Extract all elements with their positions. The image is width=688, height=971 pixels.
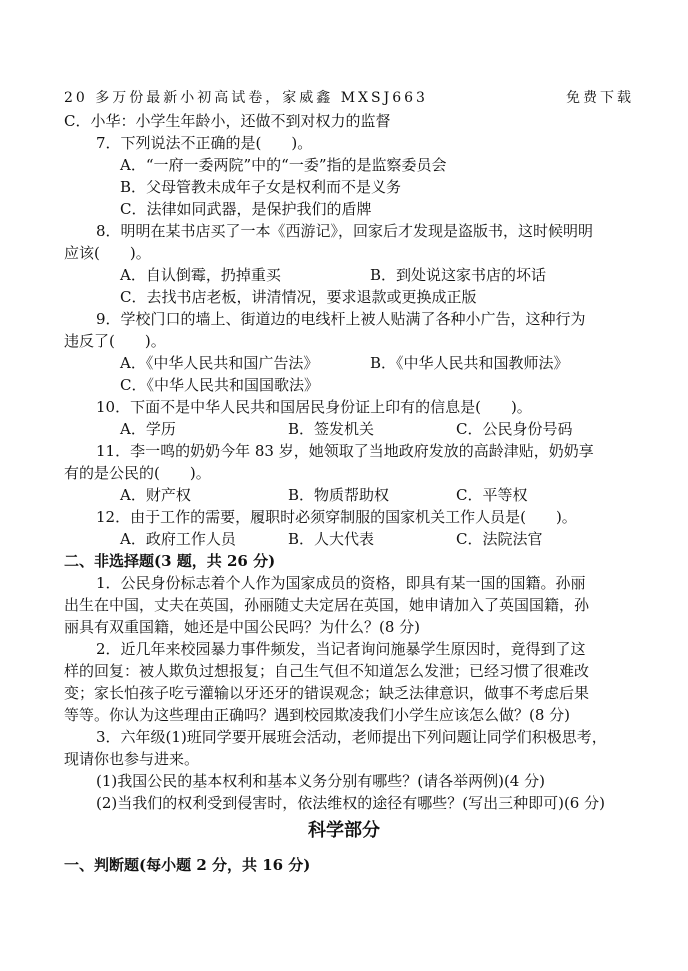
essay-question-1-cont: 丽具有双重国籍，她还是中国公民吗？为什么？(8 分) bbox=[64, 618, 421, 636]
question-8: 8．明明在某书店买了一本《西游记》，回家后才发现是盗版书，这时候明明 bbox=[96, 222, 594, 240]
question-10: 10．下面不是中华人民共和国居民身份证上印有的信息是( )。 bbox=[96, 398, 532, 416]
essay-question-1: 1．公民身份标志着个人作为国家成员的资格，即具有某一国的国籍。孙丽 bbox=[96, 574, 586, 592]
option-b: B．《中华人民共和国教师法》 bbox=[370, 354, 569, 372]
option-b: B．签发机关 bbox=[288, 420, 375, 438]
option-a: A．《中华人民共和国广告法》 bbox=[120, 354, 319, 372]
section-heading: 二、非选择题(3 题，共 26 分) bbox=[64, 552, 276, 570]
option-b: B．物质帮助权 bbox=[288, 486, 390, 504]
essay-question-2-cont: 等等。你认为这些理由正确吗？遇到校园欺凌我们小学生应该怎么做？(8 分) bbox=[64, 706, 571, 724]
option-a: A．“一府一委两院”中的“一委”指的是监察委员会 bbox=[120, 156, 447, 174]
essay-question-3: 3．六年级(1)班同学要开展班会活动，老师提出下列问题让同学们积极思考， bbox=[96, 728, 607, 746]
essay-question-1-cont: 出生在中国，丈夫在英国，孙丽随丈夫定居在英国，她申请加入了英国国籍，孙 bbox=[64, 596, 590, 614]
question-7: 7．下列说法不正确的是( )。 bbox=[96, 134, 313, 152]
option-c: C．去找书店老板，讲清情况，要求退款或更换成正版 bbox=[120, 288, 477, 306]
option-b: B．到处说这家书店的坏话 bbox=[370, 266, 547, 284]
sub-question-2: (2)当我们的权利受到侵害时，依法维权的途径有哪些？(写出三种即可)(6 分) bbox=[96, 794, 605, 812]
header-right: 免费下载 bbox=[566, 90, 634, 106]
question-9: 9．学校门口的墙上、街道边的电线杆上被人贴满了各种小广告，这种行为 bbox=[96, 310, 586, 328]
option-a: A．自认倒霉，扔掉重买 bbox=[120, 266, 281, 284]
option-b: B．人大代表 bbox=[288, 530, 375, 548]
option-c: C．公民身份号码 bbox=[456, 420, 573, 438]
essay-question-3-cont: 现请你也参与进来。 bbox=[64, 750, 200, 768]
text-line: C．小华：小学生年龄小，还做不到对权力的监督 bbox=[64, 112, 391, 130]
option-a: A．财产权 bbox=[120, 486, 191, 504]
option-c: C．平等权 bbox=[456, 486, 528, 504]
essay-question-2-cont: 样的回复：被人欺负过想报复；自己生气但不知道怎么发泄；已经习惯了很难改 bbox=[64, 662, 590, 680]
header-left: 20 多万份最新小初高试卷，家威鑫 MXSJ663 bbox=[64, 90, 428, 106]
option-c: C．法院法官 bbox=[456, 530, 543, 548]
section-heading: 一、判断题(每小题 2 分，共 16 分) bbox=[64, 856, 311, 874]
essay-question-2: 2．近几年来校园暴力事件频发，当记者询问施暴学生原因时，竟得到了这 bbox=[96, 640, 586, 658]
question-12: 12．由于工作的需要，履职时必须穿制服的国家机关工作人员是( )。 bbox=[96, 508, 577, 526]
option-b: B．父母管教未成年子女是权利而不是义务 bbox=[120, 178, 402, 196]
essay-question-2-cont: 变；家长怕孩子吃亏灌输以牙还牙的错误观念；缺乏法律意识，做事不考虑后果 bbox=[64, 684, 590, 702]
question-8-cont: 应该( )。 bbox=[64, 244, 151, 262]
option-c: C．法律如同武器，是保护我们的盾牌 bbox=[120, 200, 372, 218]
option-a: A．学历 bbox=[120, 420, 176, 438]
option-c: C．《中华人民共和国国歌法》 bbox=[120, 376, 319, 394]
sub-question-1: (1)我国公民的基本权利和基本义务分别有哪些？(请各举两例)(4 分) bbox=[96, 772, 545, 790]
question-9-cont: 违反了( )。 bbox=[64, 332, 166, 350]
question-11: 11．李一鸣的奶奶今年 83 岁，她领取了当地政府发放的高龄津贴，奶奶享 bbox=[96, 442, 594, 460]
section-title: 科学部分 bbox=[308, 820, 380, 841]
question-11-cont: 有的是公民的( )。 bbox=[64, 464, 211, 482]
option-a: A．政府工作人员 bbox=[120, 530, 236, 548]
